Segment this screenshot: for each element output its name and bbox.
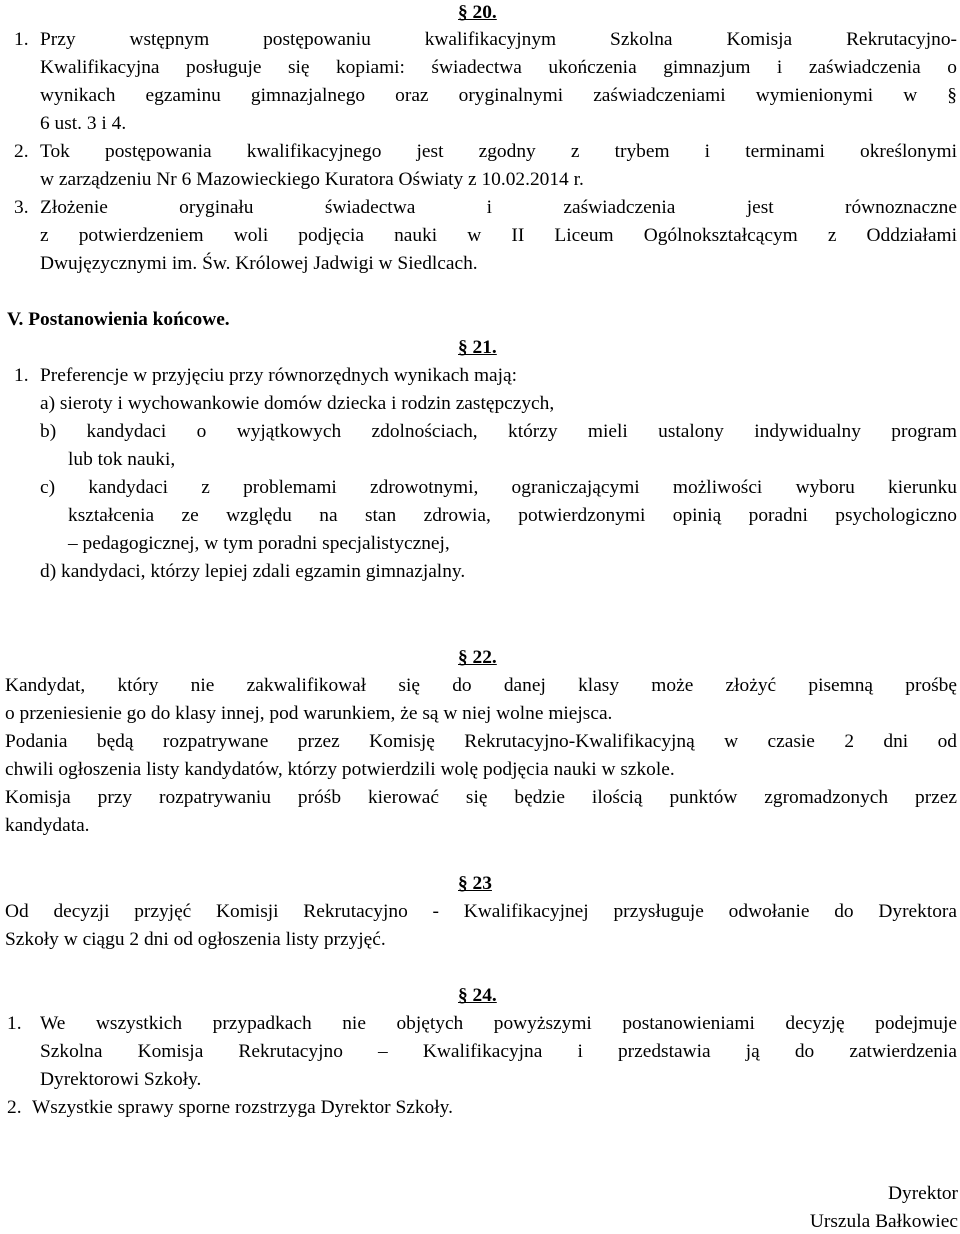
s23-line-1: Od decyzji przyjęć Komisji Rekrutacyjno - Kwalifikacyjnej przysługuje odwołanie do Dyrektora xyxy=(5,901,957,922)
s23-line-2: Szkoły w ciągu 2 dni od ogłoszenia listy przyjęć. xyxy=(5,929,386,950)
s24-p1-number: 1. xyxy=(7,1013,22,1034)
s22-line-1: Kandydat, który nie zakwalifikował się do danej klasy może złożyć pisemną prośbę xyxy=(5,675,957,696)
s22-line-4: chwili ogłoszenia listy kandydatów, którzy potwierdzili wolę podjęcia nauki w szkole. xyxy=(5,759,675,780)
s20-p1-line-2: Kwalifikacyjna posługuje się kopiami: świadectwa ukończenia gimnazjum i zaświadczenia o xyxy=(40,57,957,78)
s20-p3-number: 3. xyxy=(14,197,29,218)
s24-p2-text: Wszystkie sprawy sporne rozstrzyga Dyrektor Szkoły. xyxy=(32,1097,453,1118)
s21-item-d: d) kandydaci, którzy lepiej zdali egzamin gimnazjalny. xyxy=(40,561,466,582)
s20-p3-line-2: z potwierdzeniem woli podjęcia nauki w II Liceum Ogólnokształcącym z Oddziałami xyxy=(40,225,957,246)
s24-p1-line-1: We wszystkich przypadkach nie objętych powyższymi postanowieniami decyzję podejmuje xyxy=(40,1013,957,1034)
s20-p2-line-2: w zarządzeniu Nr 6 Mazowieckiego Kuratora Oświaty z 10.02.2014 r. xyxy=(40,169,584,190)
s20-p2-number: 2. xyxy=(14,141,29,162)
signature-name: Urszula Bałkowiec xyxy=(809,1211,958,1232)
s24-p1-line-2: Szkolna Komisja Rekrutacyjno – Kwalifikacyjna i przedstawia ją do zatwierdzenia xyxy=(40,1041,957,1062)
section-23-heading: § 23 xyxy=(458,873,492,894)
s21-item-a: a) sieroty i wychowankowie domów dziecka i rodzin zastępczych, xyxy=(40,393,555,414)
s21-number: 1. xyxy=(14,365,29,386)
s21-item-b-line-2: lub tok nauki, xyxy=(68,449,176,470)
s21-intro: Preferencje w przyjęciu przy równorzędnych wynikach mają: xyxy=(40,365,518,386)
s20-p1-line-4: 6 ust. 3 i 4. xyxy=(40,113,127,134)
s20-p3-line-3: Dwujęzycznymi im. Św. Królowej Jadwigi w Siedlcach. xyxy=(40,253,478,274)
s20-p3-line-1: Złożenie oryginału świadectwa i zaświadczenia jest równoznaczne xyxy=(40,197,957,218)
s20-p2-line-1: Tok postępowania kwalifikacyjnego jest zgodny z trybem i terminami określonymi xyxy=(40,141,957,162)
section-v-title: V. Postanowienia końcowe. xyxy=(7,309,230,330)
section-24-heading: § 24. xyxy=(458,985,497,1006)
s22-line-2: o przeniesienie go do klasy innej, pod warunkiem, że są w niej wolne miejsca. xyxy=(5,703,613,724)
s20-p1-number: 1. xyxy=(14,29,29,50)
s21-item-c-line-2: kształcenia ze względu na stan zdrowia, potwierdzonymi opinią poradni psychologiczno xyxy=(68,505,957,526)
s22-line-6: kandydata. xyxy=(5,815,90,836)
s22-line-5: Komisja przy rozpatrywaniu próśb kierować się będzie ilością punktów zgromadzonych przez xyxy=(5,787,957,808)
s21-item-b-line-1: b) kandydaci o wyjątkowych zdolnościach, którzy mieli ustalony indywidualny program xyxy=(40,421,957,442)
s20-p1-line-1: Przy wstępnym postępowaniu kwalifikacyjnym Szkolna Komisja Rekrutacyjno- xyxy=(40,29,957,50)
s20-p1-line-3: wynikach egzaminu gimnazjalnego oraz oryginalnymi zaświadczeniami wymienionymi w § xyxy=(40,85,957,106)
section-20-heading: § 20. xyxy=(458,2,497,23)
s22-line-3: Podania będą rozpatrywane przez Komisję Rekrutacyjno-Kwalifikacyjną w czasie 2 dni od xyxy=(5,731,957,752)
s21-item-c-line-1: c) kandydaci z problemami zdrowotnymi, ograniczającymi możliwości wyboru kierunku xyxy=(40,477,957,498)
section-22-heading: § 22. xyxy=(458,647,497,668)
signature-title: Dyrektor xyxy=(888,1183,958,1204)
s21-item-c-line-3: – pedagogicznej, w tym poradni specjalistycznej, xyxy=(68,533,450,554)
s24-p2-number: 2. xyxy=(7,1097,22,1118)
section-21-heading: § 21. xyxy=(458,337,497,358)
s24-p1-line-3: Dyrektorowi Szkoły. xyxy=(40,1069,202,1090)
